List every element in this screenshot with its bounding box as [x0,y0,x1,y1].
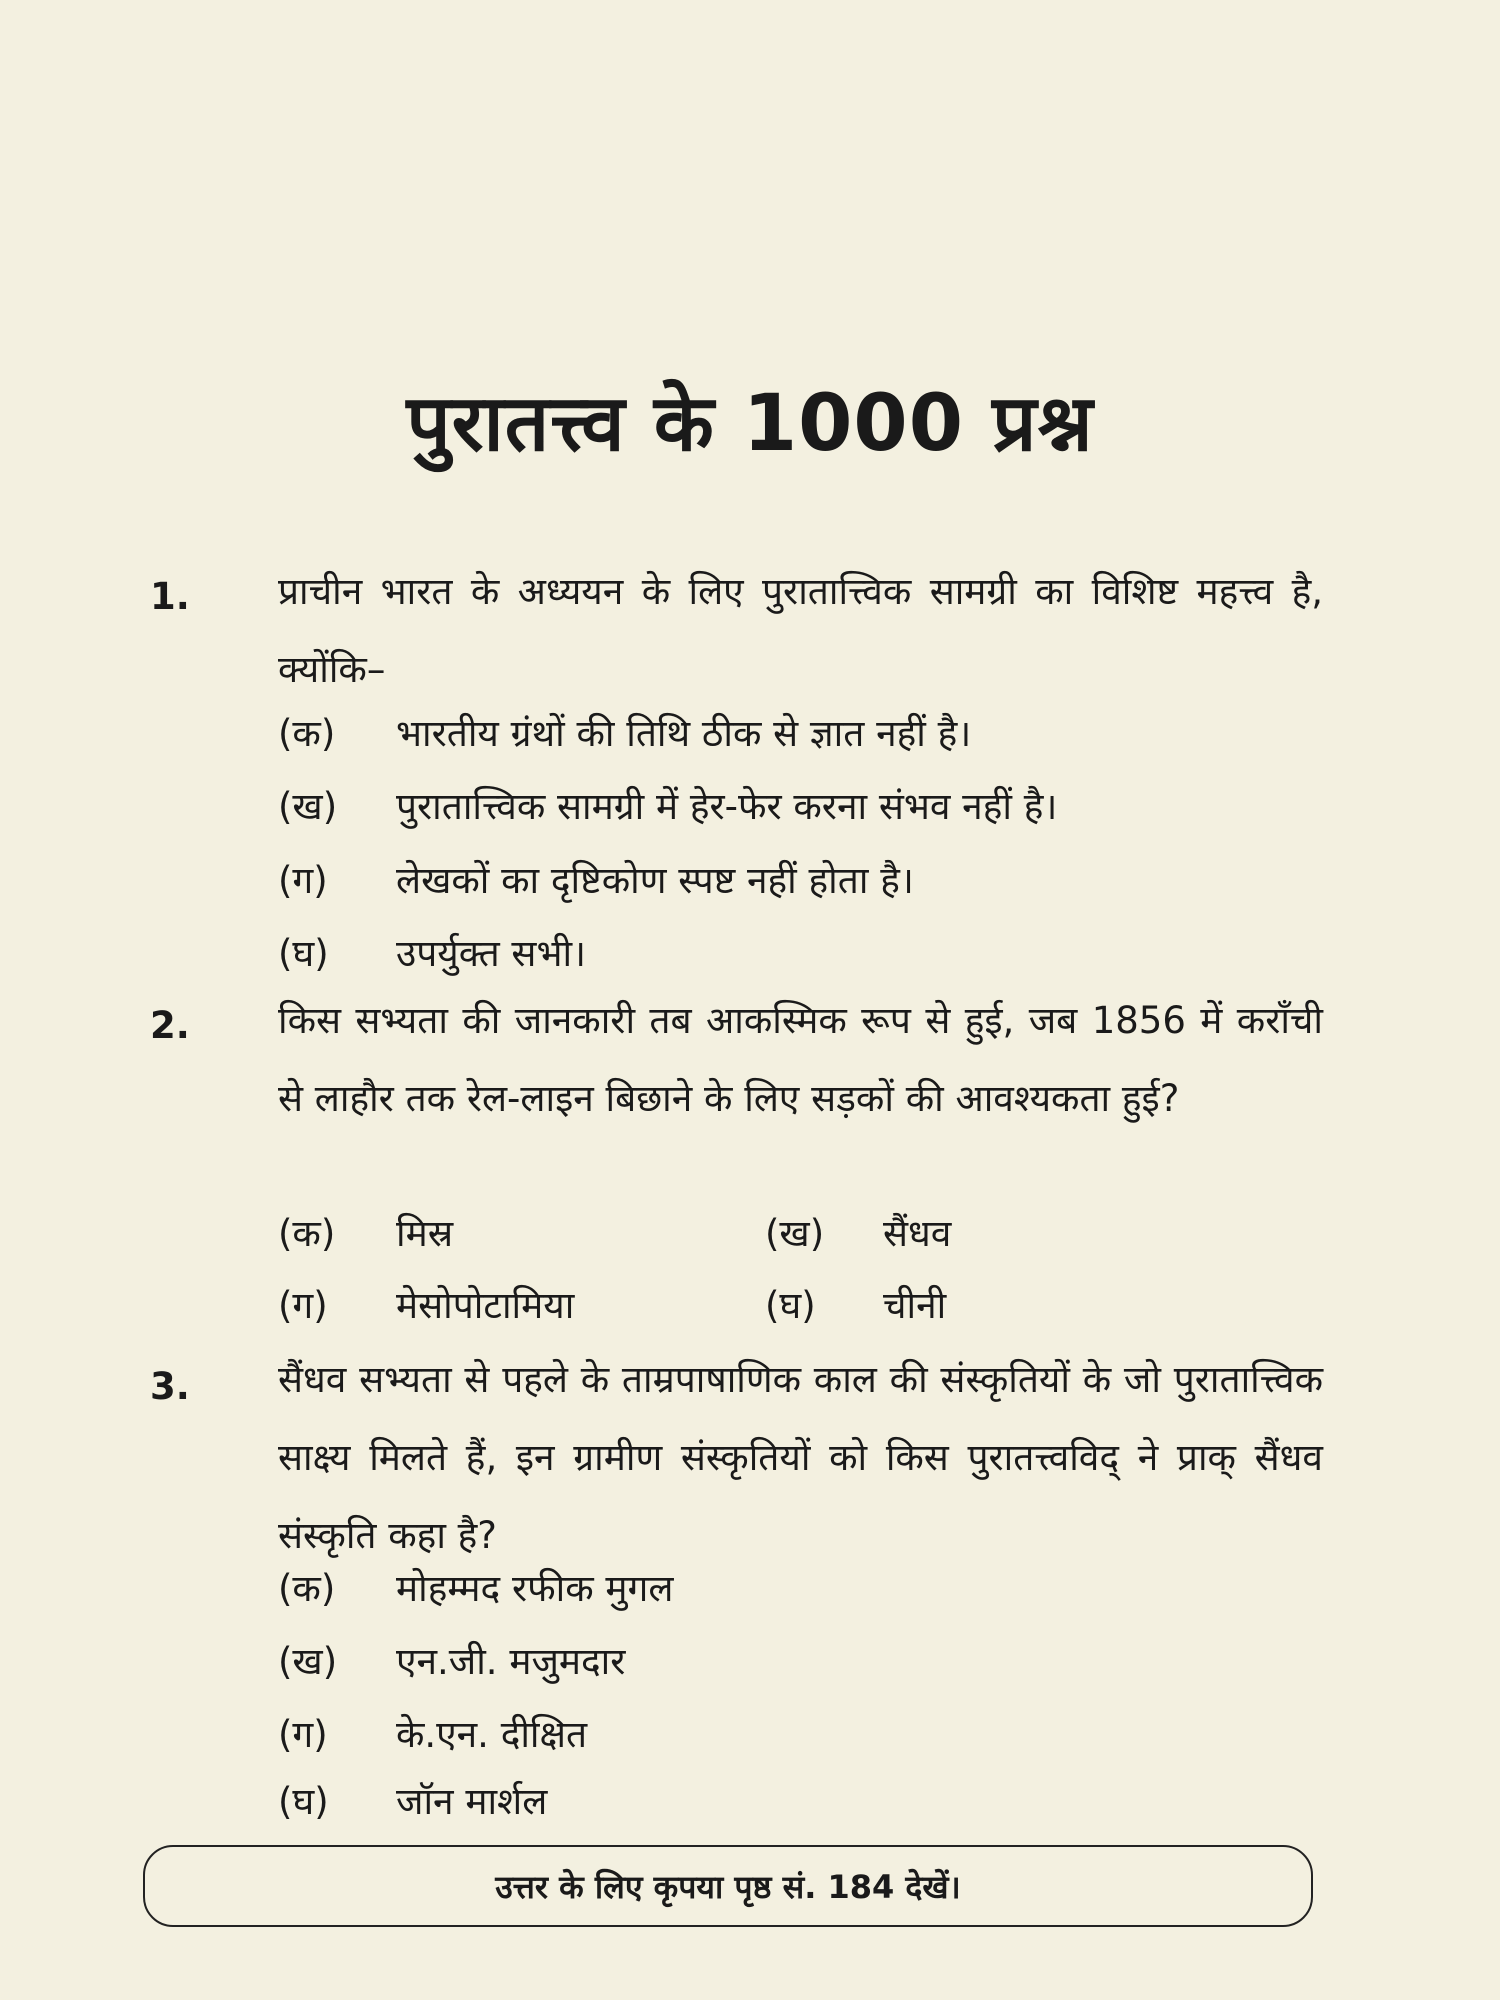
option-label: (घ) [278,1780,329,1823]
option-text: सैंधव [883,1212,952,1255]
question-1-option-b [278,785,1058,828]
question-1-option-d [278,932,587,975]
question-3-option-a [278,1567,674,1610]
option-text: लेखकों का दृष्टिकोण स्पष्ट नहीं होता है। [396,859,914,902]
option-label: (ग) [278,1713,328,1756]
question-1-text: प्राचीन भारत के अध्ययन के लिए पुरातात्त्विक सामग्री का विशिष्ट महत्त्व है, क्योंकि– [278,570,1323,691]
page-title: पुरातत्त्व के 1000 प्रश्न [406,379,1094,469]
option-text: जॉन मार्शल [396,1780,548,1823]
question-3-option-d [278,1780,548,1823]
option-text: उपर्युक्त सभी। [396,932,587,975]
option-text: चीनी [883,1284,947,1327]
question-2-option-d [765,1284,947,1327]
question-2-option-c [278,1284,575,1327]
option-label: (ख) [278,1640,338,1683]
question-1-option-a [278,712,972,755]
question-2-number: 2. [150,1004,190,1047]
answer-reference-text: उत्तर के लिए कृपया पृष्ठ सं. 184 देखें। [495,1867,961,1906]
question-2-option-b [765,1212,952,1255]
question-3-option-c [278,1713,588,1756]
option-text: एन.जी. मजुमदार [396,1640,626,1683]
option-text: मेसोपोटामिया [396,1284,575,1327]
question-3-text: सैंधव सभ्यता से पहले के ताम्रपाषाणिक काल की संस्कृतियों के जो पुरातात्त्विक साक्ष्य मिलते हैं, इन ग्रामीण संस्कृतियों को किस पुरातत्त्वविद् ने प्राक् सैंधव संस्कृति कहा है? [278,1358,1323,1557]
question-3-option-b [278,1640,626,1683]
option-text: भारतीय ग्रंथों की तिथि ठीक से ज्ञात नहीं है। [396,712,972,755]
option-label: (ग) [278,859,328,902]
question-1-option-c [278,859,914,902]
answer-reference-box [143,1845,1313,1927]
option-label: (क) [278,1212,336,1255]
option-label: (क) [278,712,336,755]
option-label: (ख) [765,1212,825,1255]
option-text: मिस्र [396,1212,454,1255]
option-label: (ख) [278,785,338,828]
option-label: (ग) [278,1284,328,1327]
option-text: के.एन. दीक्षित [396,1713,588,1756]
question-2-option-a [278,1212,454,1255]
question-3-number: 3. [150,1365,190,1408]
option-label: (घ) [765,1284,816,1327]
option-text: मोहम्मद रफीक मुगल [396,1567,674,1610]
question-2-text: किस सभ्यता की जानकारी तब आकस्मिक रूप से हुई, जब 1856 में कराँची से लाहौर तक रेल-लाइन बिछाने के लिए सड़कों की आवश्यकता हुई? [278,999,1323,1120]
option-text: पुरातात्त्विक सामग्री में हेर-फेर करना संभव नहीं है। [396,785,1058,828]
option-label: (घ) [278,932,329,975]
option-label: (क) [278,1567,336,1610]
question-1-number: 1. [150,575,190,618]
